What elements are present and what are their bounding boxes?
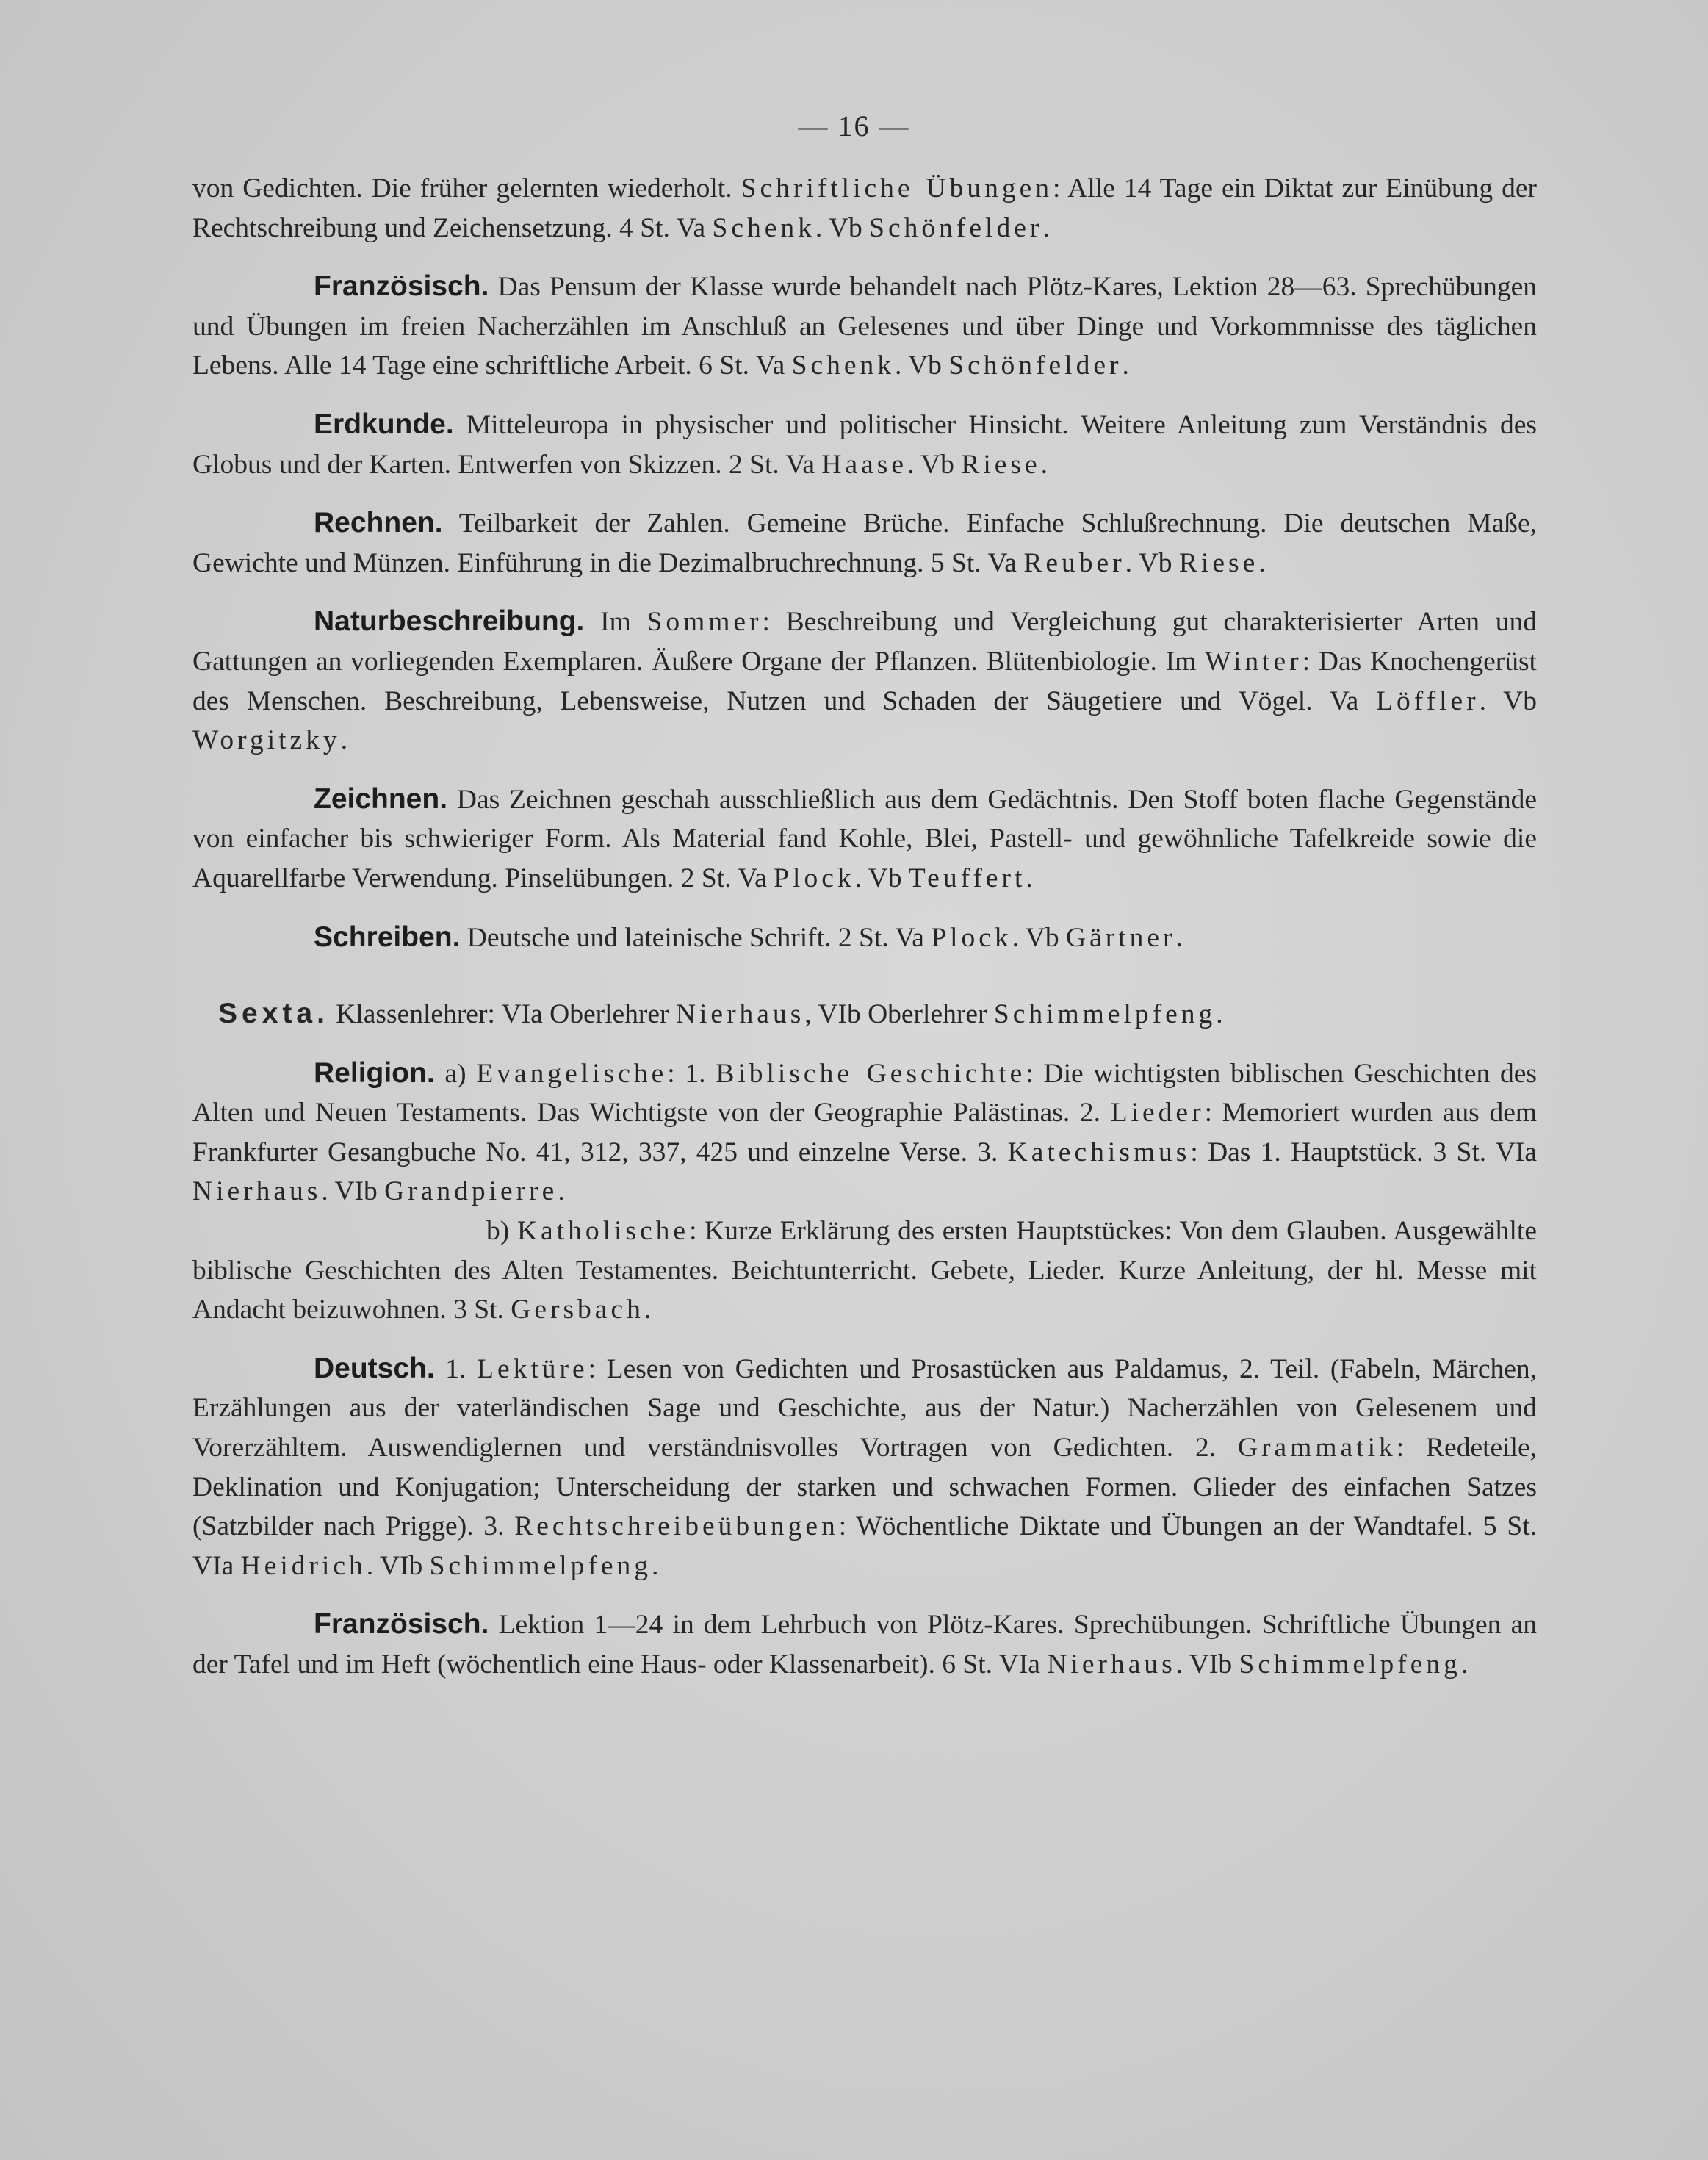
text-run: . VIb [366, 1550, 430, 1581]
spaced-name: Evangelische [476, 1058, 668, 1089]
spaced-name: Nierhaus [1047, 1649, 1176, 1680]
paragraph-zeichnen-quinta [192, 780, 1537, 899]
text-run: . Vb [1012, 922, 1066, 953]
text-run: Das Pensum der Klasse wurde behandelt nach Plötz-Kares, Lektion 28—63. Sprechübungen und Übungen im freien Nacherzählen im Anschluß an Gelesenes und über Dinge und Vorkommnisse des täglichen Lebens. Alle 14 Tage eine schriftliche Arbeit. 6 St. Va [192, 272, 1537, 381]
text-run: b) [486, 1216, 517, 1247]
subject-heading: Französisch. [314, 1608, 489, 1641]
text-run: . [558, 1176, 565, 1207]
text-run: : Das 1. Hauptstück. 3 St. VIa [1190, 1137, 1537, 1167]
spaced-name: Teuffert [908, 863, 1026, 893]
subject-heading: Erdkunde. [314, 408, 454, 440]
heading-sexta [192, 994, 1537, 1034]
spaced-name: Plock [774, 863, 855, 893]
spaced-name: Gärtner [1065, 922, 1176, 953]
subject-heading: Naturbeschreibung. [314, 605, 585, 638]
spaced-name: Reuber [1023, 547, 1125, 578]
text-run: : Memoriert wurden aus dem Frankfurter Gesangbuche No. 41, 312, 337, 425 und einzelne Verse. 3. [192, 1098, 1538, 1167]
spaced-name: Schimmelpfeng [429, 1550, 652, 1581]
text-run: . VIb [321, 1176, 385, 1207]
paragraph-deutsch-sexta [192, 1349, 1537, 1586]
text-run: . [1122, 350, 1129, 381]
spaced-name: Grandpierre [384, 1176, 558, 1207]
text-run: . Vb [1479, 685, 1537, 716]
text-run: : 1. [667, 1058, 716, 1089]
text-run: : Alle 14 Tage ein Diktat zur Einübung der Rechtschreibung und Zeichensetzung. 4 St. Va [192, 173, 1537, 243]
text-run: . [1216, 999, 1223, 1030]
spaced-name: Schenk [791, 350, 895, 381]
spaced-name: Schenk [712, 212, 815, 243]
page-body [192, 169, 1537, 1685]
spaced-name: Lektüre [477, 1353, 588, 1384]
spaced-name: Winter [1205, 646, 1302, 677]
text-run: Klassenlehrer: VIa Oberlehrer [328, 999, 676, 1030]
spaced-name: Sommer [646, 607, 763, 638]
paragraph-schreiben-quinta [192, 918, 1537, 958]
text-run: . [1258, 547, 1266, 578]
text-run: . Vb [854, 863, 909, 893]
text-run: : Wöchentliche Diktate und Übungen an der Wandtafel. 5 St. VIa [192, 1511, 1538, 1581]
text-run: . [340, 725, 348, 756]
spaced-name: Gersbach [511, 1295, 644, 1325]
paragraph-naturbeschreibung-quinta [192, 602, 1537, 760]
text-run: : Die wichtigsten biblischen Geschichten des Alten und Neuen Testaments. Das Wichtigste von der Geographie Palästinas. 2. [192, 1058, 1538, 1128]
spaced-name: Schönfelder [948, 350, 1123, 381]
spaced-name: Nierhaus [192, 1176, 322, 1207]
text-run: Im [584, 607, 647, 638]
text-run: : Kurze Erklärung des ersten Hauptstückes: Von dem Glauben. Ausgewählte biblische Geschichten des Alten Testamentes. Beichtunterricht. Gebete, Lieder. Kurze Anleitung, der hl. Messe mit Andacht beizuwohnen. 3 St. [192, 1216, 1537, 1325]
spaced-name: Biblische Geschichte [716, 1058, 1026, 1089]
text-run: : Das Knochengerüst des Menschen. Beschreibung, Lebensweise, Nutzen und Schaden der Säugetiere und Vögel. Va [192, 646, 1537, 716]
spaced-name: Heidrich [240, 1550, 367, 1581]
text-run: . [644, 1295, 652, 1325]
text-run: . Vb [815, 212, 870, 243]
spaced-name: Löffler [1376, 685, 1480, 716]
subject-heading: Religion. [314, 1056, 435, 1089]
paragraph-religion-katholisch-sexta [192, 1212, 1537, 1330]
text-run: Mitteleuropa in physischer und politischer Hinsicht. Weitere Anleitung zum Verständnis des Globus und der Karten. Entwerfen von Skizzen. 2 St. Va [192, 409, 1537, 480]
text-run: . [1460, 1649, 1469, 1680]
subject-heading: Zeichnen. [314, 782, 448, 815]
spaced-name: Worgitzky [192, 725, 341, 756]
text-run: Lektion 1—24 in dem Lehrbuch von Plötz-Kares. Sprechübungen. Schriftliche Übungen an der Tafel und im Heft (wöchentlich eine Haus- oder Klassenarbeit). 6 St. VIa [192, 1610, 1537, 1680]
text-run: von Gedichten. Die früher gelernten wiederholt. [192, 173, 741, 204]
spaced-name: Schönfelder [869, 212, 1043, 243]
text-run: 1. [434, 1353, 478, 1384]
text-run: Deutsche und lateinische Schrift. 2 St. Va [460, 922, 932, 953]
spaced-name: Plock [931, 922, 1012, 953]
paragraph-erdkunde-quinta [192, 405, 1537, 484]
spaced-name: Katholische [516, 1216, 690, 1247]
text-run: , VIb Oberlehrer [804, 999, 994, 1030]
text-run: : Beschreibung und Vergleichung gut charakterisierter Arten und Gattungen an vorliegenden Exemplaren. Äußere Organe der Pflanzen. Blütenbiologie. Im [192, 607, 1537, 677]
paragraph-deutsch-continued [192, 169, 1537, 248]
text-run: Teilbarkeit der Zahlen. Gemeine Brüche. Einfache Schlußrechnung. Die deutschen Maße, Gewichte und Münzen. Einführung in die Dezimalbruchrechnung. 5 St. Va [192, 508, 1537, 578]
spaced-name: Grammatik [1237, 1433, 1397, 1464]
text-run: a) [434, 1058, 477, 1089]
text-run: . Vb [907, 449, 962, 480]
text-run: Das Zeichnen geschah ausschließlich aus dem Gedächtnis. Den Stoff boten flache Gegenstände von einfacher bis schwieriger Form. Als Material fand Kohle, Blei, Pastell- und gewöhnliche Tafelkreide sowie die Aquarellfarbe Verwendung. Pinselübungen. 2 St. Va [192, 784, 1537, 893]
paragraph-franzoesisch-sexta [192, 1605, 1537, 1684]
subject-heading: Schreiben. [314, 921, 461, 953]
text-run: . [1175, 922, 1183, 953]
text-run: . [1040, 449, 1048, 480]
page-number: — 16 — [798, 109, 910, 143]
class-heading: Sexta. [218, 998, 329, 1030]
spaced-name: Riese [1178, 547, 1259, 578]
paragraph-religion-evangelisch-sexta [192, 1054, 1537, 1212]
text-run: . Vb [895, 350, 949, 381]
spaced-name: Haase [821, 449, 908, 480]
text-run: . Vb [1125, 547, 1179, 578]
text-run: . VIb [1175, 1649, 1239, 1680]
subject-heading: Rechnen. [314, 507, 443, 539]
text-run: . [1026, 863, 1033, 893]
spaced-name: Lieder [1110, 1098, 1205, 1128]
subject-heading: Französisch. [314, 270, 489, 303]
spaced-name: Schimmelpfeng [1239, 1649, 1461, 1680]
spaced-name: Katechismus [1007, 1137, 1191, 1167]
spaced-name: Schimmelpfeng [993, 999, 1217, 1030]
spaced-name: Schriftliche Übungen [741, 173, 1053, 204]
subject-heading: Deutsch. [314, 1352, 435, 1384]
text-run: . [1042, 212, 1050, 243]
text-run: . [652, 1550, 659, 1581]
spaced-name: Riese [961, 449, 1041, 480]
paragraph-rechnen-quinta [192, 503, 1537, 583]
paragraph-franzoesisch-quinta [192, 267, 1537, 386]
text-run: : Lesen von Gedichten und Prosastücken aus Paldamus, 2. Teil. (Fabeln, Märchen, Erzählungen aus der vaterländischen Sage und Geschichte, aus der Natur.) Nacherzählen von Gelesenem und Vorerzähltem. Auswendiglernen und verständnisvolles Vortragen von Gedichten. 2. [192, 1353, 1537, 1464]
spaced-name: Nierhaus [675, 999, 805, 1030]
spaced-name: Rechtschreibeübungen [514, 1511, 839, 1542]
text-run: : Redeteile, Deklination und Konjugation; Unterscheidung der starken und schwachen Formen. Glieder des einfachen Satzes (Satzbilder nach Prigge). 3. [192, 1433, 1538, 1542]
